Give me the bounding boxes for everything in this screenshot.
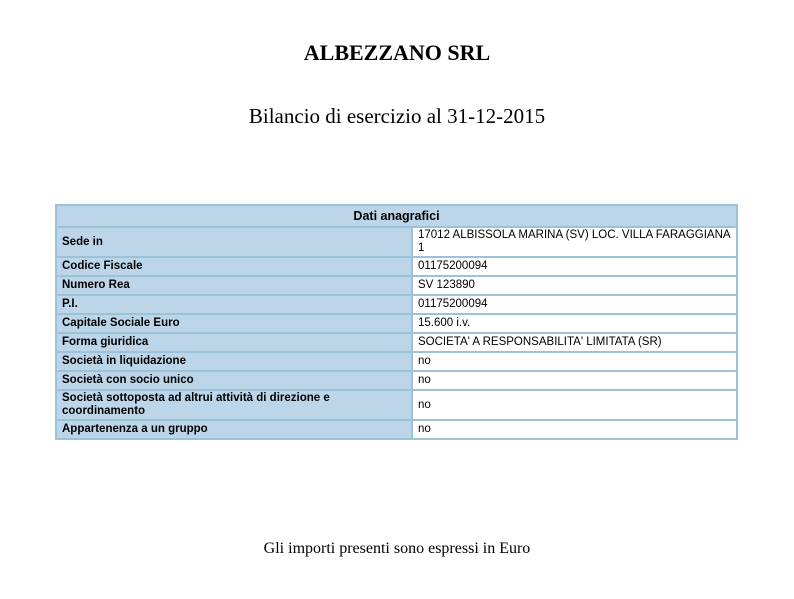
table-title: Dati anagrafici <box>56 205 737 227</box>
row-value-liquidazione: no <box>412 352 737 371</box>
row-label-direzione-coordinamento: Società sottoposta ad altrui attività di direzione e coordinamento <box>56 390 412 420</box>
row-label-partita-iva: P.I. <box>56 295 412 314</box>
table-row <box>56 276 737 295</box>
row-label-numero-rea: Numero Rea <box>56 276 412 295</box>
table-row <box>56 227 737 257</box>
row-value-partita-iva: 01175200094 <box>412 295 737 314</box>
row-value-gruppo: no <box>412 420 737 439</box>
row-label-socio-unico: Società con socio unico <box>56 371 412 390</box>
row-label-gruppo: Appartenenza a un gruppo <box>56 420 412 439</box>
row-label-capitale-sociale: Capitale Sociale Euro <box>56 314 412 333</box>
table-row <box>56 352 737 371</box>
table-header-row <box>56 205 737 227</box>
currency-note: Gli importi presenti sono espressi in Euro <box>263 540 531 557</box>
row-label-liquidazione: Società in liquidazione <box>56 352 412 371</box>
table-row <box>56 314 737 333</box>
table-row <box>56 371 737 390</box>
row-value-socio-unico: no <box>412 371 737 390</box>
row-value-numero-rea: SV 123890 <box>412 276 737 295</box>
table-row <box>56 295 737 314</box>
row-value-codice-fiscale: 01175200094 <box>412 257 737 276</box>
company-data-table <box>55 204 738 440</box>
row-label-forma-giuridica: Forma giuridica <box>56 333 412 352</box>
table-row <box>56 257 737 276</box>
table-row <box>56 390 737 420</box>
document-subtitle: Bilancio di esercizio al 31-12-2015 <box>248 104 546 128</box>
row-label-codice-fiscale: Codice Fiscale <box>56 257 412 276</box>
company-name: ALBEZZANO SRL <box>303 40 491 65</box>
table-row <box>56 420 737 439</box>
table-row <box>56 333 737 352</box>
row-value-sede: 17012 ALBISSOLA MARINA (SV) LOC. VILLA FARAGGIANA 1 <box>412 227 737 257</box>
row-label-sede: Sede in <box>56 227 412 257</box>
row-value-direzione-coordinamento: no <box>412 390 737 420</box>
row-value-forma-giuridica: SOCIETA' A RESPONSABILITA' LIMITATA (SR) <box>412 333 737 352</box>
row-value-capitale-sociale: 15.600 i.v. <box>412 314 737 333</box>
